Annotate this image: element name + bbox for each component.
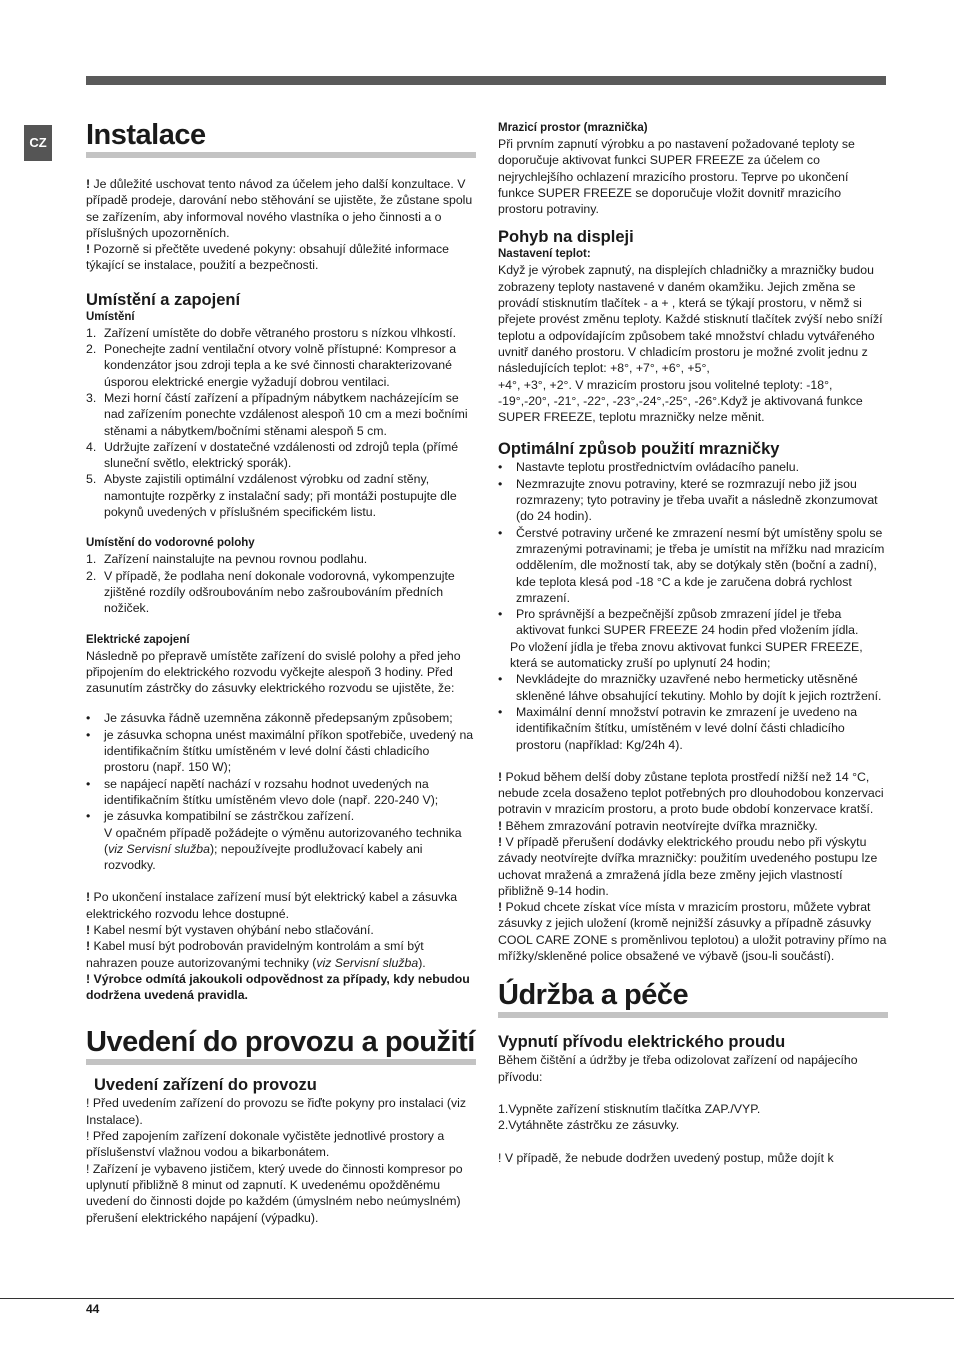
heading-vypnuti: Vypnutí přívodu elektrického proudu (498, 1033, 786, 1052)
list-item: • Maximální denní množství potravin ke zmrazení je uvedeno na identifikačním štítku, umístěném v levé dolní části chladicího prostoru (například: Kg/24h 4). (498, 704, 858, 752)
optimal-list-2 (498, 671, 888, 752)
vodorovne-list (86, 551, 476, 616)
elektricke-continuation: V opačném případě požádejte o výměnu autorizovaného technika (viz Servisní služba); nepoužívejte prodlužovací kabely ani rozvodky. (104, 825, 462, 873)
list-item: 2. V případě, že podlaha není dokonale vodorovná, vykompenzujte zjištěné rozdíly odšroubováním nebo zašroubováním předních nožiček. (86, 568, 455, 616)
list-item: • Nastavte teplotu prostřednictvím ovládacího panelu. (498, 460, 799, 475)
list-item: • Nevkládejte do mrazničky uzavřené nebo hermeticky utěsněné skleněné láhve obsahující tekutiny. Mohlo by dojít k jejich roztržení. (498, 672, 882, 703)
heading-umisteni-zapojeni: Umístění a zapojení (86, 290, 241, 309)
freezer-warning-1: ! Pokud během delší doby zůstane teplota prostředí nižší než 14 °C, nebude zcela dosaženo teplot potřebných pro dlouhodobou konzervaci potravin v mrazicím prostoru, a proto bude období konzervace kratší. (498, 769, 884, 817)
displej-paragraph-1: Když je výrobek zapnutý, na displejích chladničky a mrazničky budou zobrazeny teploty nastavené v daném okamžiku. Jejich změna se provádí stisknutím tlačítek - a + , která se týkají prostoru, v němž si přejete provést změnu teploty. Každé stisknutí tlačítek zvýší nebo sníží teplotu a odpovídajícím způsobem také množství chladu vytvářeného uvnitř daného prostoru. V chladicím prostoru je možné zvolit jednu z následujících teplot: +8°, +7°, +6°, +5°, (498, 263, 883, 376)
optimal-list (498, 459, 888, 638)
subheading-umisteni: Umístění (86, 310, 135, 323)
provoz-paragraph-1: ! Před uvedením zařízení do provozu se řiďte pokyny pro instalaci (viz Instalace). (86, 1096, 467, 1127)
list-item: • Pro správnější a bezpečnější způsob zmrazení jídel je třeba aktivovat funkci SUPER FREEZE 24 hodin před vložením jídla. (498, 607, 859, 638)
elektricke-paragraph: Následně po přepravě umístěte zařízení do svislé polohy a před jeho připojením do elektrického rozvodu vyčkejte alespoň 3 hodiny. Před zasunutím zástrčky do zásuvky elektrického rozvodu se ujistěte, že: (86, 648, 461, 696)
displej-paragraph-2: +4°, +3°, +2°. V mrazicím prostoru jsou volitelné teploty: -18°, -19°,-20°, -21°, -22°, -23°,-24°,-25°, -26°.Když je aktivovaná funkce SUPER FREEZE, teplotu mrazničky nelze měnit. (498, 377, 863, 425)
section-title-uvedeni: Uvedení do provozu a použití (86, 1026, 475, 1059)
list-item: 1. Zařízení umístěte do dobře větraného prostoru s nízkou vlhkostí. (86, 325, 457, 340)
top-rule (86, 76, 886, 85)
warning-3: ! Kabel musí být podrobován pravidelným kontrolám a smí být nahrazen pouze autorizovanými techniky (viz Servisní služba). (86, 939, 426, 970)
list-item: • je zásuvka schopna unést maximální příkon spotřebiče, uvedený na identifikačním štítku umístěném v levé dolní části chladicího prostoru (např. 150 W); (86, 727, 474, 775)
vypnuti-step-2: 2.Vytáhněte zástrčku ze zásuvky. (498, 1118, 680, 1133)
provoz-paragraph-3: ! Zařízení je vybaveno jističem, který uvede do činnosti kompresor po uplynutí přibližně 8 minut od zapnutí. K uvedenému opožděnému uvedení do činnosti dojde po každém (úmyslném nebo neúmyslném) přerušení elektrického napájení (výpadku). (86, 1161, 463, 1225)
list-item: 5. Abyste zajistili optimální vzdálenost výrobku od zadní stěny, namontujte rozpěrky z instalační sady; při montáži postupujte dle pokynů uvedených v příslušném specifickém listu. (86, 472, 457, 520)
section-title-udrzba: Údržba a péče (498, 979, 689, 1012)
page-number: 44 (86, 1302, 100, 1316)
list-item: • Nezmrazujte znovu potraviny, které se rozmrazují nebo již jsou rozmrazeny; tyto potraviny je třeba uvařit a následně zkonzumovat (do 24 hodin). (498, 476, 878, 524)
freezer-warning-4: ! Pokud chcete získat více místa v mrazicím prostoru, můžete vybrat zásuvky z jejich uložení (kromě nejnižší zásuvky a případně zásuvky COOL CARE ZONE s proměnlivou teplotou) a uložit potraviny přímo na mřížky/skleněné police obsažené ve výbavě (jsou-li součástí). (498, 900, 887, 964)
warning-bold: ! Výrobce odmítá jakoukoli odpovědnost za případy, kdy nebudou dodržena uvedená pravidla. (86, 971, 470, 1003)
bottom-rule (0, 1298, 954, 1299)
subheading-mrazici: Mrazicí prostor (mraznička) (498, 122, 648, 134)
freezer-warning-3: ! V případě přerušení dodávky elektrického proudu nebo při výskytu závady neotvírejte dvířka mrazničky: použitím uvedeného postupu lze uchovat mražená a zmražená jídla beze změny jejich vlastností přibližně 9-14 hodin. (498, 834, 878, 898)
warning-2: ! Kabel nesmí být vystaven ohýbání nebo stlačování. (86, 922, 374, 937)
section-title-instalace: Instalace (86, 119, 206, 151)
language-tab: CZ (24, 125, 52, 161)
intro-paragraph-2: ! Pozorně si přečtěte uvedené pokyny: obsahují důležité informace týkající se instalace, použití a bezpečnosti. (86, 242, 449, 273)
vypnuti-paragraph: Během čištění a údržby je třeba odizolovat zařízení od napájecího přívodu: (498, 1053, 858, 1084)
provoz-paragraph-2: ! Před zapojením zařízení dokonale vyčistěte jednotlivé prostory a příslušenství vlažnou vodou a bikarbonátem. (86, 1129, 445, 1160)
heading-displej: Pohyb na displeji (498, 228, 634, 247)
vypnuti-step-1: 1.Vypněte zařízení stisknutím tlačítka ZAP./VYP. (498, 1101, 761, 1116)
list-item: • Čerstvé potraviny určené ke zmrazení nesmí být umístěny spolu se zmrazenými potravinami; je třeba je umístit na mřížku nad mrazicím oddělením, dle možností tak, aby se dotýkaly stěn (boční a zadní), kde teplota klesá pod -18 °C a kde je zaručena dobrá rychlost zmrazení. (498, 525, 885, 605)
warning-1: ! Po ukončení instalace zařízení musí být elektrický kabel a zásuvka elektrického rozvodu lehce dostupné. (86, 890, 458, 921)
subheading-elektricke: Elektrické zapojení (86, 633, 190, 646)
umisteni-list (86, 325, 476, 521)
elektricke-list (86, 710, 476, 824)
right-column (498, 121, 888, 1166)
list-item: • je zásuvka kompatibilní se zástrčkou zařízení. (86, 809, 355, 824)
subheading-nastaveni-teplot: Nastavení teplot: (498, 248, 591, 261)
optimal-continuation: Po vložení jídla je třeba znovu aktivovat funkci SUPER FREEZE, která se automaticky zruší po uplynutí 24 hodin; (510, 639, 863, 671)
heading-uvedeni-zarizeni: Uvedení zařízení do provozu (94, 1076, 317, 1095)
heading-optimalni: Optimální způsob použití mrazničky (498, 440, 780, 459)
intro-paragraph-1: ! Je důležité uschovat tento návod za účelem jeho další konzultace. V případě prodeje, darování nebo stěhování se ujistěte, že zůstane spolu se zařízením, aby informoval nového vlastníka o jeho činnosti a o příslušných upozorněních. (86, 177, 473, 240)
list-item: 2. Ponechejte zadní ventilační otvory volně přístupné: Kompresor a kondenzátor jsou zdroji tepla a ke své činnosti charakterizované úsporou elektrické energie vyžadují dobrou ventilaci. (86, 342, 457, 389)
subheading-vodorovne: Umístění do vodorovné polohy (86, 537, 255, 550)
list-item: 1. Zařízení nainstalujte na pevnou rovnou podlahu. (86, 552, 368, 567)
left-column (86, 118, 476, 1226)
list-item: • se napájecí napětí nachází v rozsahu hodnot uvedených na identifikačním štítku umístěném vlevo dole (např. 220-240 V); (86, 776, 439, 807)
mrazici-paragraph: Při prvním zapnutí výrobku a po nastavení požadované teploty se doporučuje aktivovat funkci SUPER FREEZE za účelem co nejrychlejšího ochlazení mrazicího prostoru. Teprve po ukončení funkce SUPER FREEZE se doporučuje vložit dovnitř mrazicího prostoru potraviny. (498, 137, 855, 217)
list-item: 4. Udržujte zařízení v dostatečné vzdálenosti od zdrojů tepla (přímé sluneční světlo, elektrický sporák). (86, 439, 459, 471)
vypnuti-warning: ! V případě, že nebude dodržen uvedený postup, může dojít k (498, 1150, 834, 1165)
list-item: 3. Mezi horní částí zařízení a případným nábytkem nacházejícím se nad zařízením ponechte vzdálenost alespoň 10 cm a mezi bočními stěnami a nábytkem/bočními stěnami alespoň 5 cm. (86, 390, 468, 438)
list-item: • Je zásuvka řádně uzemněna zákonně předepsaným způsobem; (86, 711, 453, 726)
freezer-warning-2: ! Během zmrazování potravin neotvírejte dvířka mrazničky. (498, 818, 818, 833)
